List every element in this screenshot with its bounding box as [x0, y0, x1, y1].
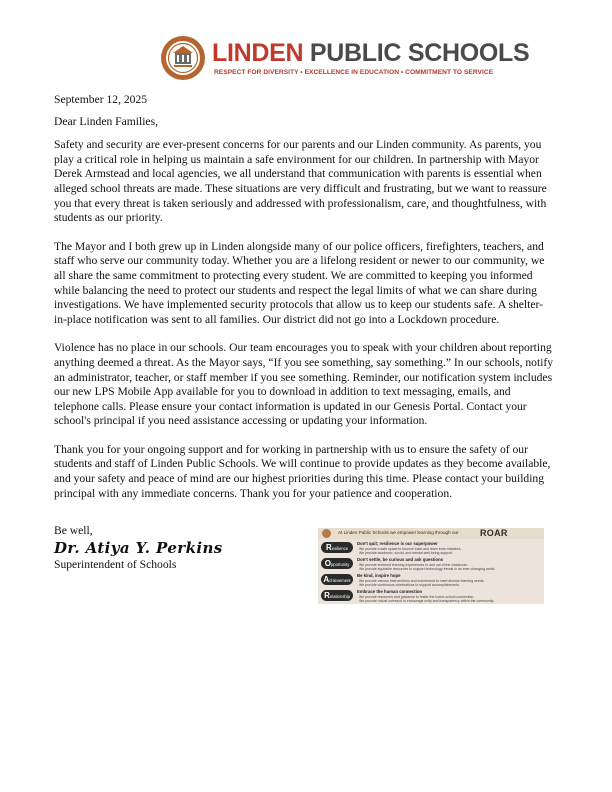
signature: Dr. Atiya Y. Perkins [54, 538, 223, 557]
roar-letter: R [325, 543, 332, 552]
roar-item [321, 556, 541, 571]
district-name-part1: LINDEN [212, 39, 304, 67]
paragraph: Safety and security are ever-present concerns for our parents and our Linden community. As parents, you play a critical role in helping us maintain a safe environment for our children. In partnership with Mayor Derek Armstead and local agencies, we all understand that communication with parents is essential when alleged school threats are made. These situations are very difficult and frustrating, but we want to reassure you that every threat is taken seriously and addressed with professionalism, care, and thoughtfulness, with students as our priority. [54, 138, 547, 225]
roar-item [321, 588, 541, 603]
roar-item [321, 572, 541, 587]
letter-body [54, 93, 554, 515]
district-name-part2: PUBLIC SCHOOLS [309, 39, 530, 67]
roar-intro: At Linden Public Schools we empower learning through our [338, 530, 459, 535]
roar-bullet: We provide resources and guidance to foster the home-school connection. [359, 594, 475, 599]
roar-bullet: We provide robust outreach to encourage unity and transparency within the community. [359, 598, 495, 603]
closing-text: Be well, [54, 524, 93, 537]
roar-word: ROAR [480, 528, 508, 538]
roar-heading: Embrace the human connection [357, 589, 423, 594]
signer-title: Superintendent of Schools [54, 558, 177, 572]
roar-graphic [318, 528, 544, 604]
letterhead [160, 35, 530, 85]
school-crest-icon [160, 35, 206, 81]
roar-rest: chievement [329, 578, 351, 583]
roar-logo-icon [322, 529, 331, 538]
letter-date: September 12, 2025 [54, 93, 148, 106]
roar-heading: Be kind, inspire hope [357, 573, 401, 578]
roar-bullet: We provide academic, social, and mental well-being support. [359, 550, 454, 555]
roar-pill [321, 590, 353, 601]
roar-letter: O [324, 559, 331, 568]
paragraph: Violence has no place in our schools. Our team encourages you to speak with your children about reporting anything deemed a threat. As the Mayor says, “If you see something, say something.” In our schools, notify an administrator, teacher, or staff member if you see something. Reminder, our notification system includes our new LPS Mobile App available for you to download in addition to text messaging, emails, and telephone calls. Please ensure your contact information is updated in our Genesis Portal. Contact your school's principal if you need assistance accessing or updating your information. [54, 341, 554, 428]
district-tagline: RESPECT FOR DIVERSITY • EXCELLENCE IN EDUCATION • COMMITMENT TO SERVICE [214, 69, 494, 76]
roar-rest: esilience [331, 546, 349, 551]
roar-heading: Don't quit; resilience is our superpower [357, 541, 438, 546]
roar-rest: pportunity [330, 562, 350, 567]
roar-rest: elationship [329, 594, 350, 599]
roar-heading: Don't settle, be curious and ask questions [357, 557, 444, 562]
roar-pill [321, 542, 353, 553]
roar-header [318, 528, 544, 539]
roar-pill [321, 558, 353, 569]
roar-bullet: We provide enriched learning experiences in and out of the classroom. [359, 562, 469, 567]
roar-bullet: We provide continuous celebrations to support accomplishments. [359, 582, 460, 587]
paragraph: The Mayor and I both grew up in Linden alongside many of our police officers, firefighters, teachers, and staff who serve our community today. Whether you are a lifelong resident or newer to our community, we all share the same commitment to protecting every student. We are committed to keeping you informed while balancing the need to protect our students and respect the legal limits of what we can share during investigations. We have implemented security protocols that allow us to keep our students safe. A shelter-in-place notification was sent to all families. Our district did not go into a Lockdown procedure. [54, 239, 545, 326]
district-name [212, 39, 529, 68]
roar-bullet: We provide equitable resources to support technology trends in an ever-changing world. [359, 566, 496, 571]
paragraph: Thank you for your ongoing support and for working in partnership with us to ensure the safety of our students and staff of Linden Public Schools. We will continue to provide updates as they become available, and your safety and peace of mind are our highest priorities during this time. Please contact your building principal with any immediate concerns. Thank you for your patience and cooperation. [54, 442, 551, 500]
salutation: Dear Linden Families, [54, 114, 158, 128]
roar-bullet: We provide a safe space to bounce back and learn from mistakes. [359, 546, 462, 551]
roar-letter: R [324, 591, 330, 600]
roar-item [321, 540, 541, 555]
roar-letter: A [323, 575, 330, 584]
roar-bullet: We provide various interventions and enrichment to meet diverse learning needs. [359, 578, 485, 583]
closing-block [54, 524, 223, 573]
roar-pill [321, 574, 353, 585]
